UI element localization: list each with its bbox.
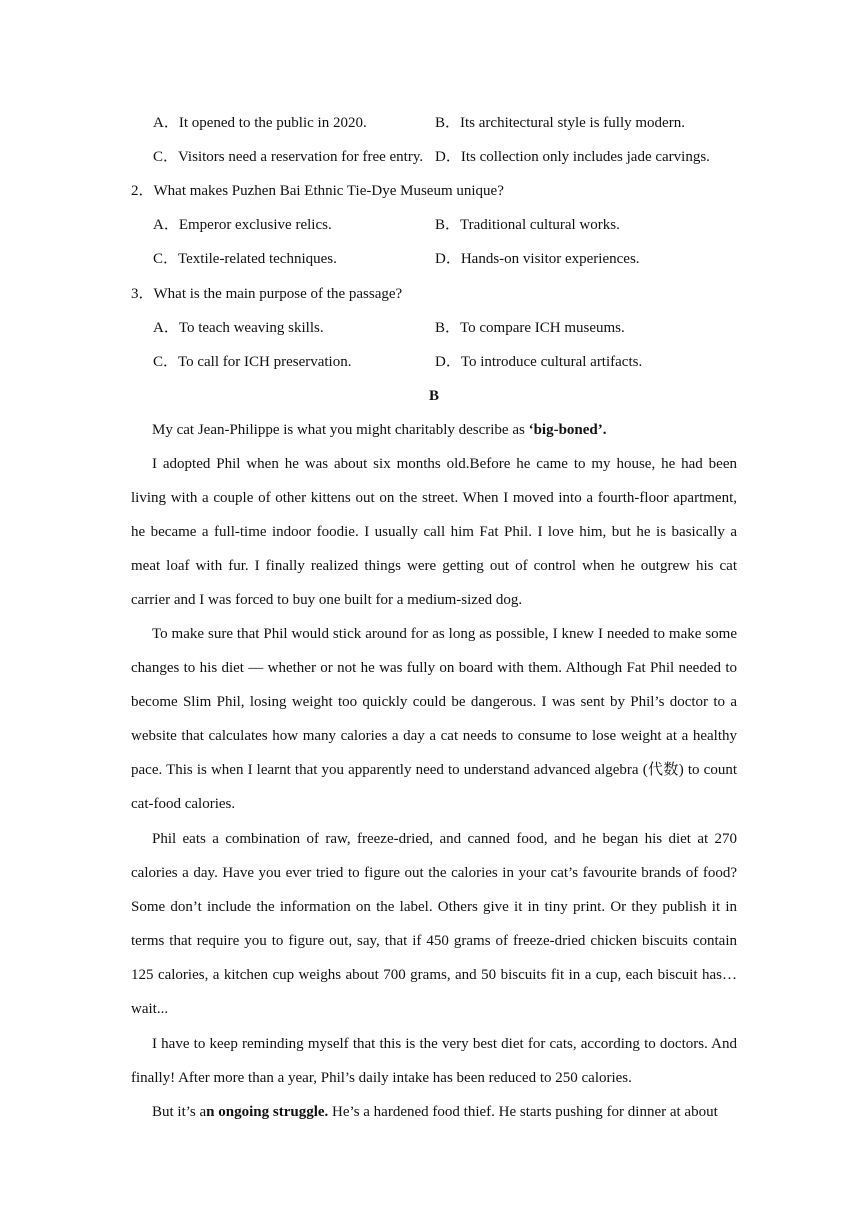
paragraph-3: To make sure that Phil would stick around for as long as possible, I knew I needed to make some changes to his diet — whether or not he was fully on board with them. Although Fat Phil needed to become Slim Phil, losing weight too quickly could be dangerous. I was sent by Phil’s doctor to a website that calculates how many calories a day a cat needs to consume to lose weight at a healthy pace. This is when I learnt that you apparently need to understand advanced algebra (代数) to count cat-food calories. [131,626,737,813]
q2-option-c: C．Textile-related techniques. [153,251,337,267]
q2-stem: 2．What makes Puzhen Bai Ethnic Tie-Dye Museum unique? [131,183,504,199]
paragraph-6-bold: n ongoing struggle. [206,1104,329,1120]
paragraph-1 [131,413,737,447]
q1-option-d: D．Its collection only includes jade carvings. [435,149,710,165]
paragraph-6-start: But it’s a [152,1104,207,1120]
paragraph-6-end: He’s a hardened food thief. He starts pushing for dinner at about [328,1104,718,1120]
q1-option-c: C．Visitors need a reservation for free entry. [153,149,424,165]
q3-option-a: A．To teach weaving skills. [153,320,324,336]
q3-option-c: C．To call for ICH preservation. [153,354,352,370]
q2-option-b: B．Traditional cultural works. [435,217,620,233]
q2-option-a: A．Emperor exclusive relics. [153,217,332,233]
q1-option-a: A．It opened to the public in 2020. [153,115,367,131]
q1-option-b: B．Its architectural style is fully modern. [435,115,685,131]
paragraph-6 [131,1095,737,1129]
paragraph-1-text: My cat Jean-Philippe is what you might charitably describe as [152,422,529,438]
section-b-heading: B [428,388,439,404]
paragraph-2: I adopted Phil when he was about six months old.Before he came to my house, he had been living with a couple of other kittens out on the street. When I moved into a fourth-floor apartment, he became a full-time indoor foodie. I usually call him Fat Phil. I love him, but he is basically a meat loaf with fur. I finally realized things were getting out of control when he outgrew his cat carrier and I was forced to buy one built for a medium-sized dog. [131,456,737,609]
paragraph-5: I have to keep reminding myself that this is the very best diet for cats, according to doctors. And finally! After more than a year, Phil’s daily intake has been reduced to 250 calories. [131,1036,737,1087]
paragraph-1-bold: ‘big-boned’. [528,422,607,438]
q3-option-b: B．To compare ICH museums. [435,320,625,336]
q3-stem: 3．What is the main purpose of the passage? [131,286,403,302]
q2-option-d: D．Hands-on visitor experiences. [435,251,640,267]
q3-option-d: D．To introduce cultural artifacts. [435,354,643,370]
paragraph-4: Phil eats a combination of raw, freeze-dried, and canned food, and he began his diet at 270 calories a day. Have you ever tried to figure out the calories in your cat’s favourite brands of food? Some don’t include the information on the label. Others give it in tiny print. Or they publish it in terms that require you to figure out, say, that if 450 grams of freeze-dried chicken biscuits contain 125 calories, a kitchen cup weighs about 700 grams, and 50 biscuits fit in a cup, each biscuit has…wait... [131,831,737,1018]
